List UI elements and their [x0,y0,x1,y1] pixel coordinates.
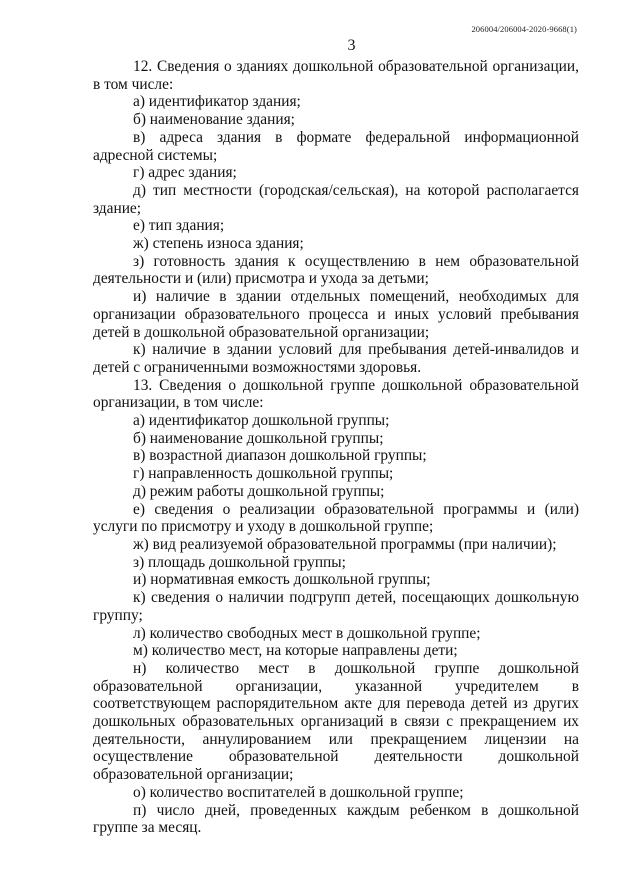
list-item: м) количество мест, на которые направлены дети; [133,642,458,660]
list-item: е) тип здания; [133,217,225,235]
list-item: в) возрастной диапазон дошкольной группы; [133,447,427,465]
paragraph-13-heading: 13. Сведения о дошкольной группе дошкольной образовательной организации, в том числе: [93,376,579,412]
list-item: о) количество воспитателей в дошкольной группе; [133,783,464,801]
document-id: 206004/206004-2020-9668(1) [471,24,577,34]
list-item: к) сведения о наличии подгрупп детей, посещающих дошкольную группу; [93,589,579,624]
list-item: б) наименование здания; [133,111,295,129]
page-number: 3 [347,37,356,54]
list-item: з) площадь дошкольной группы; [133,553,346,571]
list-item: г) направленность дошкольной группы; [133,465,394,483]
list-item: а) идентификатор дошкольной группы; [133,412,390,430]
document-body [93,58,579,837]
list-item: л) количество свободных мест в дошкольной группе; [133,624,481,642]
list-item: ж) вид реализуемой образовательной программы (при наличии); [133,535,557,553]
list-item: д) тип местности (городская/сельская), на которой располагается здание; [93,181,579,217]
list-item: к) наличие в здании условий для пребывания детей-инвалидов и детей с ограниченными возможностями здоровья. [93,341,579,376]
list-item: г) адрес здания; [133,164,237,182]
list-item: н) количество мест в дошкольной группе дошкольной образовательной организации, указанной учредителем в соответствующем распорядительном акте для перевода детей из других дошкольных образовательных организаций в связи с прекращением их деятельности, аннулированием или прекращением лицензии на осуществление образовательной деятельности дошкольной образовательной организации; [93,659,579,784]
list-item: е) сведения о реализации образовательной программы и (или) услуги по присмотру и уходу в дошкольной группе; [93,500,579,536]
list-item: з) готовность здания к осуществлению в нем образовательной деятельности и (или) присмотра и ухода за детьми; [93,252,579,288]
list-item: в) адреса здания в формате федеральной информационной адресной системы; [93,128,579,164]
list-item: а) идентификатор здания; [133,93,301,111]
paragraph-12-heading: 12. Сведения о зданиях дошкольной образовательной организации, в том числе: [93,58,579,93]
list-item: и) нормативная емкость дошкольной группы; [133,571,431,589]
list-item: д) режим работы дошкольной группы; [133,482,385,500]
list-item: б) наименование дошкольной группы; [133,429,384,447]
list-item: и) наличие в здании отдельных помещений, необходимых для организации образовательного процесса и иных условий пребывания детей в дошкольной образовательной организации; [93,288,579,341]
list-item: п) число дней, проведенных каждым ребенком в дошкольной группе за месяц. [93,801,579,837]
list-item: ж) степень износа здания; [133,235,304,253]
